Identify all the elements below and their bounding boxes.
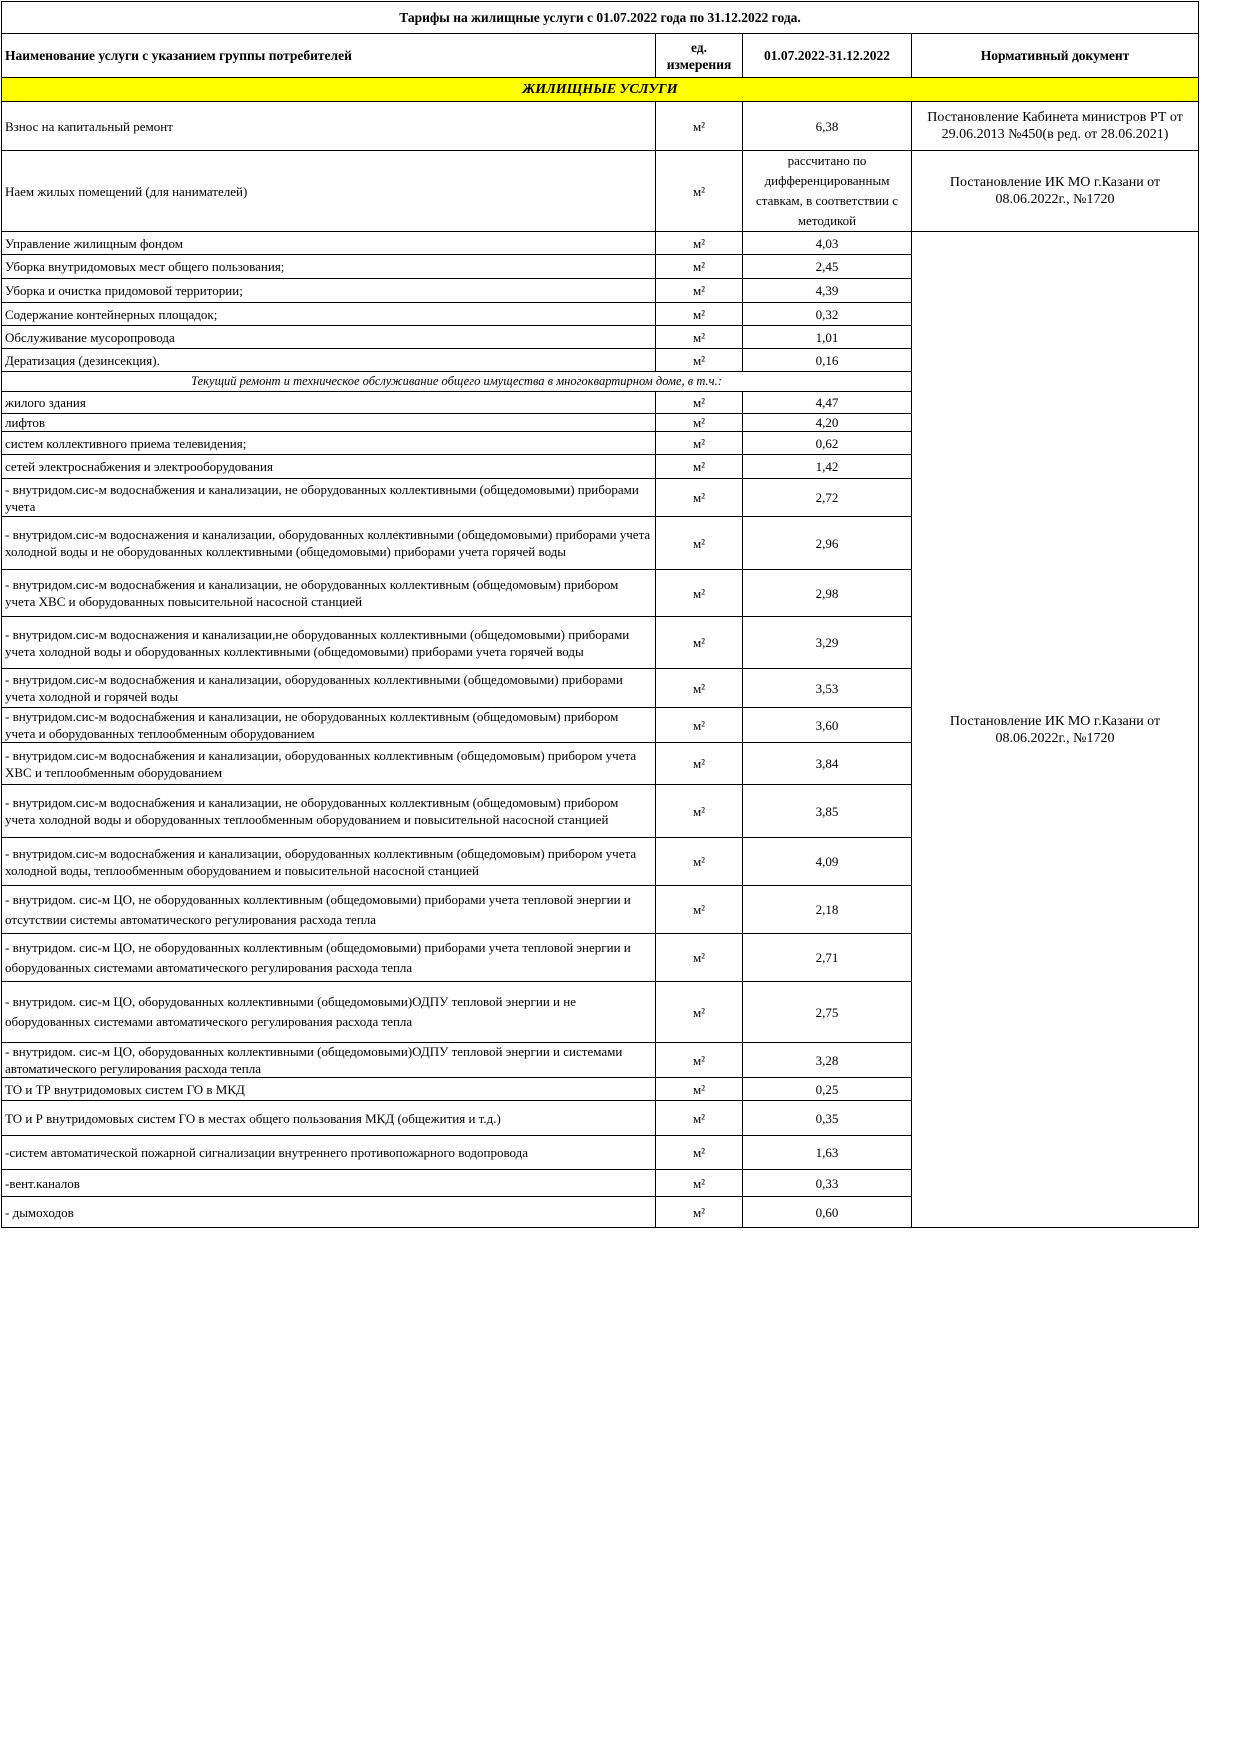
service-name: сетей электроснабжения и электрооборудования <box>2 455 656 479</box>
service-name: - внутридом.сис-м водоснабжения и канализации, не оборудованных коллективным (общедомовым) прибором учета холодной воды и оборудованных теплообменным оборудованием и повысительной насосной станцией <box>2 785 656 838</box>
unit-cell: м² <box>656 151 743 232</box>
price-cell: 2,96 <box>743 517 912 570</box>
unit-cell: м² <box>656 838 743 886</box>
price-cell: 0,32 <box>743 303 912 326</box>
price-cell: 4,20 <box>743 414 912 432</box>
service-name: лифтов <box>2 414 656 432</box>
unit-cell: м² <box>656 479 743 517</box>
unit-cell: м² <box>656 1170 743 1197</box>
service-name: -систем автоматической пожарной сигнализации внутреннего противопожарного водопровода <box>2 1136 656 1170</box>
unit-cell: м² <box>656 886 743 934</box>
price-cell: 2,71 <box>743 934 912 982</box>
price-cell: 1,01 <box>743 326 912 349</box>
service-name: Уборка и очистка придомовой территории; <box>2 279 656 303</box>
price-cell: 4,03 <box>743 232 912 255</box>
unit-cell: м² <box>656 1197 743 1228</box>
service-name: -вент.каналов <box>2 1170 656 1197</box>
service-name: жилого здания <box>2 392 656 414</box>
price-cell: 0,35 <box>743 1101 912 1136</box>
unit-cell: м² <box>656 1078 743 1101</box>
price-cell: 0,25 <box>743 1078 912 1101</box>
price-cell: 2,18 <box>743 886 912 934</box>
service-name: Наем жилых помещений (для нанимателей) <box>2 151 656 232</box>
unit-cell: м² <box>656 617 743 669</box>
price-cell: 0,16 <box>743 349 912 372</box>
price-cell: 4,47 <box>743 392 912 414</box>
table-row <box>2 102 1199 151</box>
price-cell: 1,42 <box>743 455 912 479</box>
header-name: Наименование услуги с указанием группы потребителей <box>2 34 656 78</box>
unit-cell: м² <box>656 1136 743 1170</box>
section-heading: ЖИЛИЩНЫЕ УСЛУГИ <box>2 78 1199 102</box>
unit-cell: м² <box>656 303 743 326</box>
price-cell: 0,62 <box>743 432 912 455</box>
service-name: - внутридом.сис-м водоснабжения и канализации, оборудованных коллективными (общедомовыми) приборами учета холодной и горячей воды <box>2 669 656 708</box>
price-cell: 0,60 <box>743 1197 912 1228</box>
service-name: Уборка внутридомовых мест общего пользования; <box>2 255 656 279</box>
document-cell: Постановление Кабинета министров РТ от 29.06.2013 №450(в ред. от 28.06.2021) <box>912 102 1199 151</box>
price-cell: 0,33 <box>743 1170 912 1197</box>
price-cell: 3,53 <box>743 669 912 708</box>
service-name: - внутридом. сис-м ЦО, оборудованных коллективными (общедомовыми)ОДПУ тепловой энергии и системами автоматического регулирования расхода тепла <box>2 1043 656 1078</box>
unit-cell: м² <box>656 349 743 372</box>
header-period: 01.07.2022-31.12.2022 <box>743 34 912 78</box>
unit-cell: м² <box>656 414 743 432</box>
service-name: - внутридом.сис-м водоснажения и канализации,не оборудованных коллективными (общедомовыми) приборами учета холодной воды и оборудованных коллективными (общедомовыми) приборами учета горячей воды <box>2 617 656 669</box>
document-cell: Постановление ИК МО г.Казани от 08.06.2022г., №1720 <box>912 151 1199 232</box>
unit-cell: м² <box>656 517 743 570</box>
service-name: Содержание контейнерных площадок; <box>2 303 656 326</box>
service-name: - внутридом. сис-м ЦО, оборудованных коллективными (общедомовыми)ОДПУ тепловой энергии и не оборудованных системами автоматического регулирования расхода тепла <box>2 982 656 1043</box>
price-cell: 2,98 <box>743 570 912 617</box>
price-cell: 1,63 <box>743 1136 912 1170</box>
price-cell: 6,38 <box>743 102 912 151</box>
tariff-table <box>1 1 1199 1228</box>
price-cell: 3,28 <box>743 1043 912 1078</box>
service-name: Взнос на капитальный ремонт <box>2 102 656 151</box>
unit-cell: м² <box>656 279 743 303</box>
price-cell: 2,45 <box>743 255 912 279</box>
price-cell: 3,85 <box>743 785 912 838</box>
unit-cell: м² <box>656 1101 743 1136</box>
service-name: Дератизация (дезинсекция). <box>2 349 656 372</box>
service-name: - внутридом. сис-м ЦО, не оборудованных коллективным (общедомовыми) приборами учета тепловой энергии и оборудованных системами автоматического регулирования расхода тепла <box>2 934 656 982</box>
service-name: - внутридом.сис-м водоснабжения и канализации, не оборудованных коллективным (общедомовым) прибором учета ХВС и оборудованных повысительной насосной станцией <box>2 570 656 617</box>
service-name: - внутридом. сис-м ЦО, не оборудованных коллективным (общедомовыми) приборами учета тепловой энергии и отсутствии системы автоматического регулирования расхода тепла <box>2 886 656 934</box>
unit-cell: м² <box>656 785 743 838</box>
unit-cell: м² <box>656 1043 743 1078</box>
service-name: - внутридом.сис-м водоснажения и канализации, оборудованных коллективными (общедомовыми) приборами учета холодной воды и не оборудованных коллективными (общедомовыми) приборами учета горячей воды <box>2 517 656 570</box>
price-cell: рассчитано по дифференцированным ставкам, в соответствии с методикой <box>743 151 912 232</box>
service-name: ТО и ТР внутридомовых систем ГО в МКД <box>2 1078 656 1101</box>
service-name: - внутридом.сис-м водоснабжения и канализации, оборудованных коллективным (общедомовым) прибором учета холодной воды, теплообменным оборудованием и повысительной насосной станцией <box>2 838 656 886</box>
price-cell: 2,75 <box>743 982 912 1043</box>
unit-cell: м² <box>656 392 743 414</box>
header-unit: ед. измерения <box>656 34 743 78</box>
price-cell: 4,39 <box>743 279 912 303</box>
table-title: Тарифы на жилищные услуги с 01.07.2022 года по 31.12.2022 года. <box>2 2 1199 34</box>
price-cell: 2,72 <box>743 479 912 517</box>
service-name: - внутридом.сис-м водоснабжения и канализации, не оборудованных коллективными (общедомовыми) приборами учета <box>2 479 656 517</box>
price-cell: 3,84 <box>743 743 912 785</box>
table-row <box>2 232 1199 255</box>
price-cell: 3,29 <box>743 617 912 669</box>
service-name: ТО и Р внутридомовых систем ГО в местах общего пользования МКД (общежития и т.д.) <box>2 1101 656 1136</box>
subsection-heading: Текущий ремонт и техническое обслуживание общего имущества в многоквартирном доме, в т.ч.: <box>2 372 912 392</box>
unit-cell: м² <box>656 982 743 1043</box>
service-name: - дымоходов <box>2 1197 656 1228</box>
unit-cell: м² <box>656 326 743 349</box>
service-name: - внутридом.сис-м водоснабжения и канализации, не оборудованных коллективным (общедомовым) прибором учета и оборудованных теплообменным оборудованием <box>2 708 656 743</box>
unit-cell: м² <box>656 102 743 151</box>
price-cell: 4,09 <box>743 838 912 886</box>
unit-cell: м² <box>656 232 743 255</box>
table-row <box>2 151 1199 232</box>
unit-cell: м² <box>656 255 743 279</box>
document-cell-merged: Постановление ИК МО г.Казани от 08.06.2022г., №1720 <box>912 232 1199 1228</box>
service-name: Обслуживание мусоропровода <box>2 326 656 349</box>
service-name: систем коллективного приема телевидения; <box>2 432 656 455</box>
service-name: - внутридом.сис-м водоснабжения и канализации, оборудованных коллективным (общедомовым) прибором учета ХВС и теплообменным оборудованием <box>2 743 656 785</box>
unit-cell: м² <box>656 934 743 982</box>
unit-cell: м² <box>656 455 743 479</box>
header-document: Нормативный документ <box>912 34 1199 78</box>
unit-cell: м² <box>656 669 743 708</box>
service-name: Управление жилищным фондом <box>2 232 656 255</box>
price-cell: 3,60 <box>743 708 912 743</box>
unit-cell: м² <box>656 743 743 785</box>
unit-cell: м² <box>656 432 743 455</box>
unit-cell: м² <box>656 708 743 743</box>
unit-cell: м² <box>656 570 743 617</box>
